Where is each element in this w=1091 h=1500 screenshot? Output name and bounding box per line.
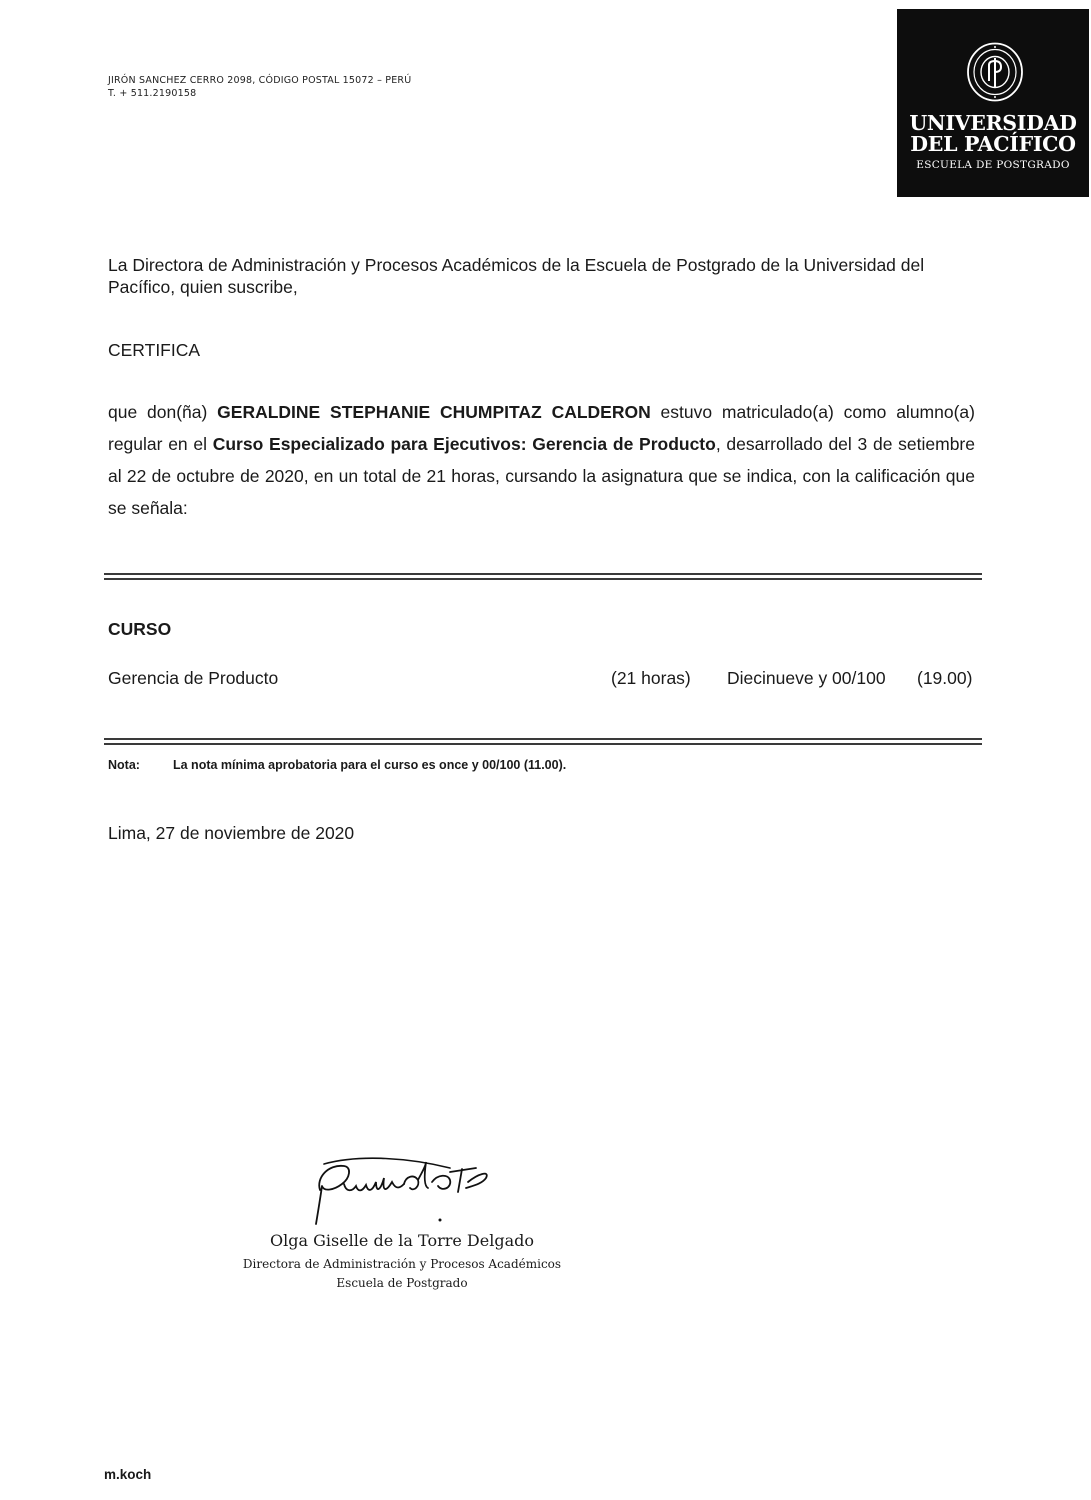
university-logo [897, 9, 1089, 197]
certificate-body [108, 396, 975, 524]
note-text: La nota mínima aprobatoria para el curso es once y 00/100 (11.00). [173, 758, 567, 772]
signer-name: Olga Giselle de la Torre Delgado [270, 1231, 534, 1250]
table-bottom-rule [104, 738, 982, 740]
body-text-1: que don(ña) [108, 402, 218, 422]
university-seal-icon [965, 41, 1025, 103]
note-label: Nota: [108, 758, 140, 772]
course-column-header: CURSO [108, 619, 172, 639]
logo-name-line1: UNIVERSIDAD [909, 111, 1077, 135]
body-text-2: estuvo matriculado(a) como alumno(a) regular en el [108, 402, 975, 454]
body-text-3: , desarrollado del 3 de setiembre al 22 de octubre de 2020, en un total de 21 horas, cursando la asignatura que se indica, con la calificación que se señala: [108, 434, 975, 518]
course-hours: (21 horas) [611, 668, 691, 688]
program-name: Curso Especializado para Ejecutivos: Gerencia de Producto [212, 434, 716, 454]
student-name: GERALDINE STEPHANIE CHUMPITAZ CALDERON [217, 402, 651, 422]
logo-name-line2: DEL PACÍFICO [910, 132, 1076, 156]
handwritten-signature [300, 1152, 500, 1232]
table-top-rule [104, 573, 982, 575]
course-grade-words: Diecinueve y 00/100 [727, 668, 886, 688]
certifica-heading: CERTIFICA [108, 340, 201, 360]
table-top-rule [104, 578, 982, 580]
intro-paragraph: La Directora de Administración y Procesos Académicos de la Escuela de Postgrado de la Universidad del Pacífico, quien suscribe, [108, 255, 925, 297]
institution-address [108, 74, 411, 100]
signer-role: Directora de Administración y Procesos Académicos [242, 1257, 562, 1271]
signer-unit: Escuela de Postgrado [336, 1276, 468, 1290]
course-name: Gerencia de Producto [108, 668, 279, 688]
phone-line: T. + 511.2190158 [108, 88, 197, 99]
place-date: Lima, 27 de noviembre de 2020 [108, 823, 355, 843]
footer-initials: m.koch [104, 1467, 152, 1482]
address-line: JIRÓN SANCHEZ CERRO 2098, CÓDIGO POSTAL 15072 – PERÚ [108, 75, 412, 86]
logo-school: ESCUELA DE POSTGRADO [916, 159, 1070, 171]
course-grade-number: (19.00) [917, 668, 973, 688]
table-bottom-rule [104, 743, 982, 745]
